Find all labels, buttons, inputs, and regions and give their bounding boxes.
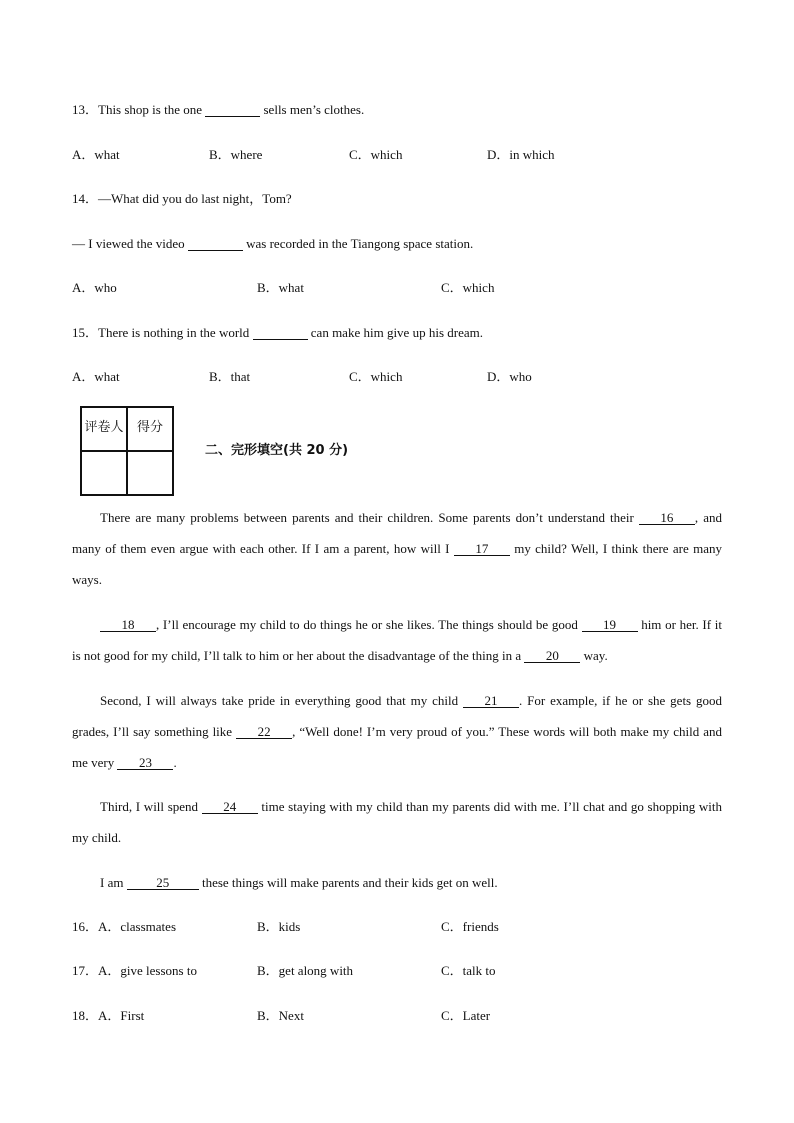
question-13-option-c: C．which: [349, 147, 403, 162]
passage-paragraph-5: [72, 867, 722, 898]
question-16-option-a: A．classmates: [98, 919, 176, 934]
question-18-option-c: C．Later: [441, 1008, 491, 1023]
passage-paragraph-3: [72, 685, 722, 778]
question-13-option-d: D．in which: [487, 147, 555, 162]
question-16-number: 16．: [72, 919, 99, 934]
passage-text: , “Well done! I’m very proud of you.” These words will both make my child and me very: [72, 724, 722, 770]
question-18-option-b: B．Next: [257, 1008, 304, 1023]
question-15-text-after: can make him give up his dream.: [307, 325, 483, 340]
question-15-blank: [253, 326, 308, 340]
passage-text: There are many problems between parents and their children. Some parents don’t understand their: [100, 510, 639, 525]
blank-16: 16: [639, 511, 695, 525]
question-13-option-a: A．what: [72, 147, 120, 162]
grader-cell: [81, 451, 127, 495]
blank-18: 18: [100, 618, 156, 632]
passage-text: , I’ll encourage my child to do things he or she likes. The things should be good: [156, 617, 582, 632]
question-15-option-c: C．which: [349, 369, 403, 384]
question-14-reply: [72, 236, 473, 252]
passage-text: . For example, if he or she gets good grades, I’ll say something like: [72, 693, 723, 739]
question-14-option-b: B．what: [257, 280, 304, 295]
blank-19: 19: [582, 618, 638, 632]
question-14-reply-after: was recorded in the Tiangong space station.: [242, 236, 474, 251]
grader-label: 评卷人: [81, 407, 127, 451]
score-box: [80, 406, 174, 496]
question-15-option-b: B．that: [209, 369, 251, 384]
question-15-option-d: D．who: [487, 369, 532, 384]
question-14: 14．—What did you do last night，Tom?: [72, 191, 292, 206]
passage-text: , and many of them even argue with each other. If I am a parent, how will I: [72, 510, 722, 556]
passage-text: time staying with my child than my parents did with me. I’ll chat and go shopping with my child.: [72, 799, 723, 845]
passage-text: I am: [100, 875, 127, 890]
blank-22: 22: [236, 725, 292, 739]
question-14-blank: [188, 237, 243, 251]
passage-text: my child? Well, I think there are many ways.: [72, 541, 723, 587]
question-14-reply-before: — I viewed the video: [72, 236, 188, 251]
section-title: 二、完形填空(共 20 分): [205, 443, 349, 458]
blank-20: 20: [524, 649, 580, 663]
question-15-option-a: A．what: [72, 369, 120, 384]
question-15-text-before: 15．There is nothing in the world: [72, 325, 253, 340]
score-cell: [127, 451, 173, 495]
passage-text: him or her. If it is not good for my child, I’ll talk to him or her about the disadvantage of the thing in a: [72, 617, 722, 663]
question-17: [72, 963, 197, 979]
question-13-text-before: 13．This shop is the one: [72, 102, 206, 117]
question-13-text-after: sells men’s clothes.: [260, 102, 365, 117]
passage-text: Third, I will spend: [100, 799, 202, 814]
blank-17: 17: [454, 542, 510, 556]
blank-23: 23: [117, 756, 173, 770]
question-17-number: 17．: [72, 963, 99, 978]
question-15: [72, 325, 483, 341]
question-17-option-c: C．talk to: [441, 963, 496, 978]
question-18: [72, 1008, 144, 1024]
passage-text: way.: [580, 648, 608, 663]
question-13-blank: [205, 103, 260, 117]
blank-24: 24: [202, 800, 258, 814]
question-18-number: 18．: [72, 1008, 99, 1023]
question-13-option-b: B．where: [209, 147, 263, 162]
passage-text: Second, I will always take pride in everything good that my child: [100, 693, 463, 708]
question-17-option-a: A．give lessons to: [98, 963, 197, 978]
question-14-option-a: A．who: [72, 280, 117, 295]
question-13: [72, 102, 364, 118]
passage-text: these things will make parents and their kids get on well.: [198, 875, 498, 890]
question-16-option-c: C．friends: [441, 919, 499, 934]
blank-25: 25: [127, 876, 199, 890]
passage-paragraph-4: [72, 791, 722, 853]
question-18-option-a: A．First: [98, 1008, 145, 1023]
question-16: [72, 919, 176, 935]
passage-paragraph-1: [72, 502, 722, 595]
question-14-option-c: C．which: [441, 280, 495, 295]
passage-paragraph-2: [72, 609, 722, 671]
passage-text: .: [173, 755, 177, 770]
score-label: 得分: [127, 407, 173, 451]
blank-21: 21: [463, 694, 519, 708]
question-17-option-b: B．get along with: [257, 963, 354, 978]
question-16-option-b: B．kids: [257, 919, 301, 934]
